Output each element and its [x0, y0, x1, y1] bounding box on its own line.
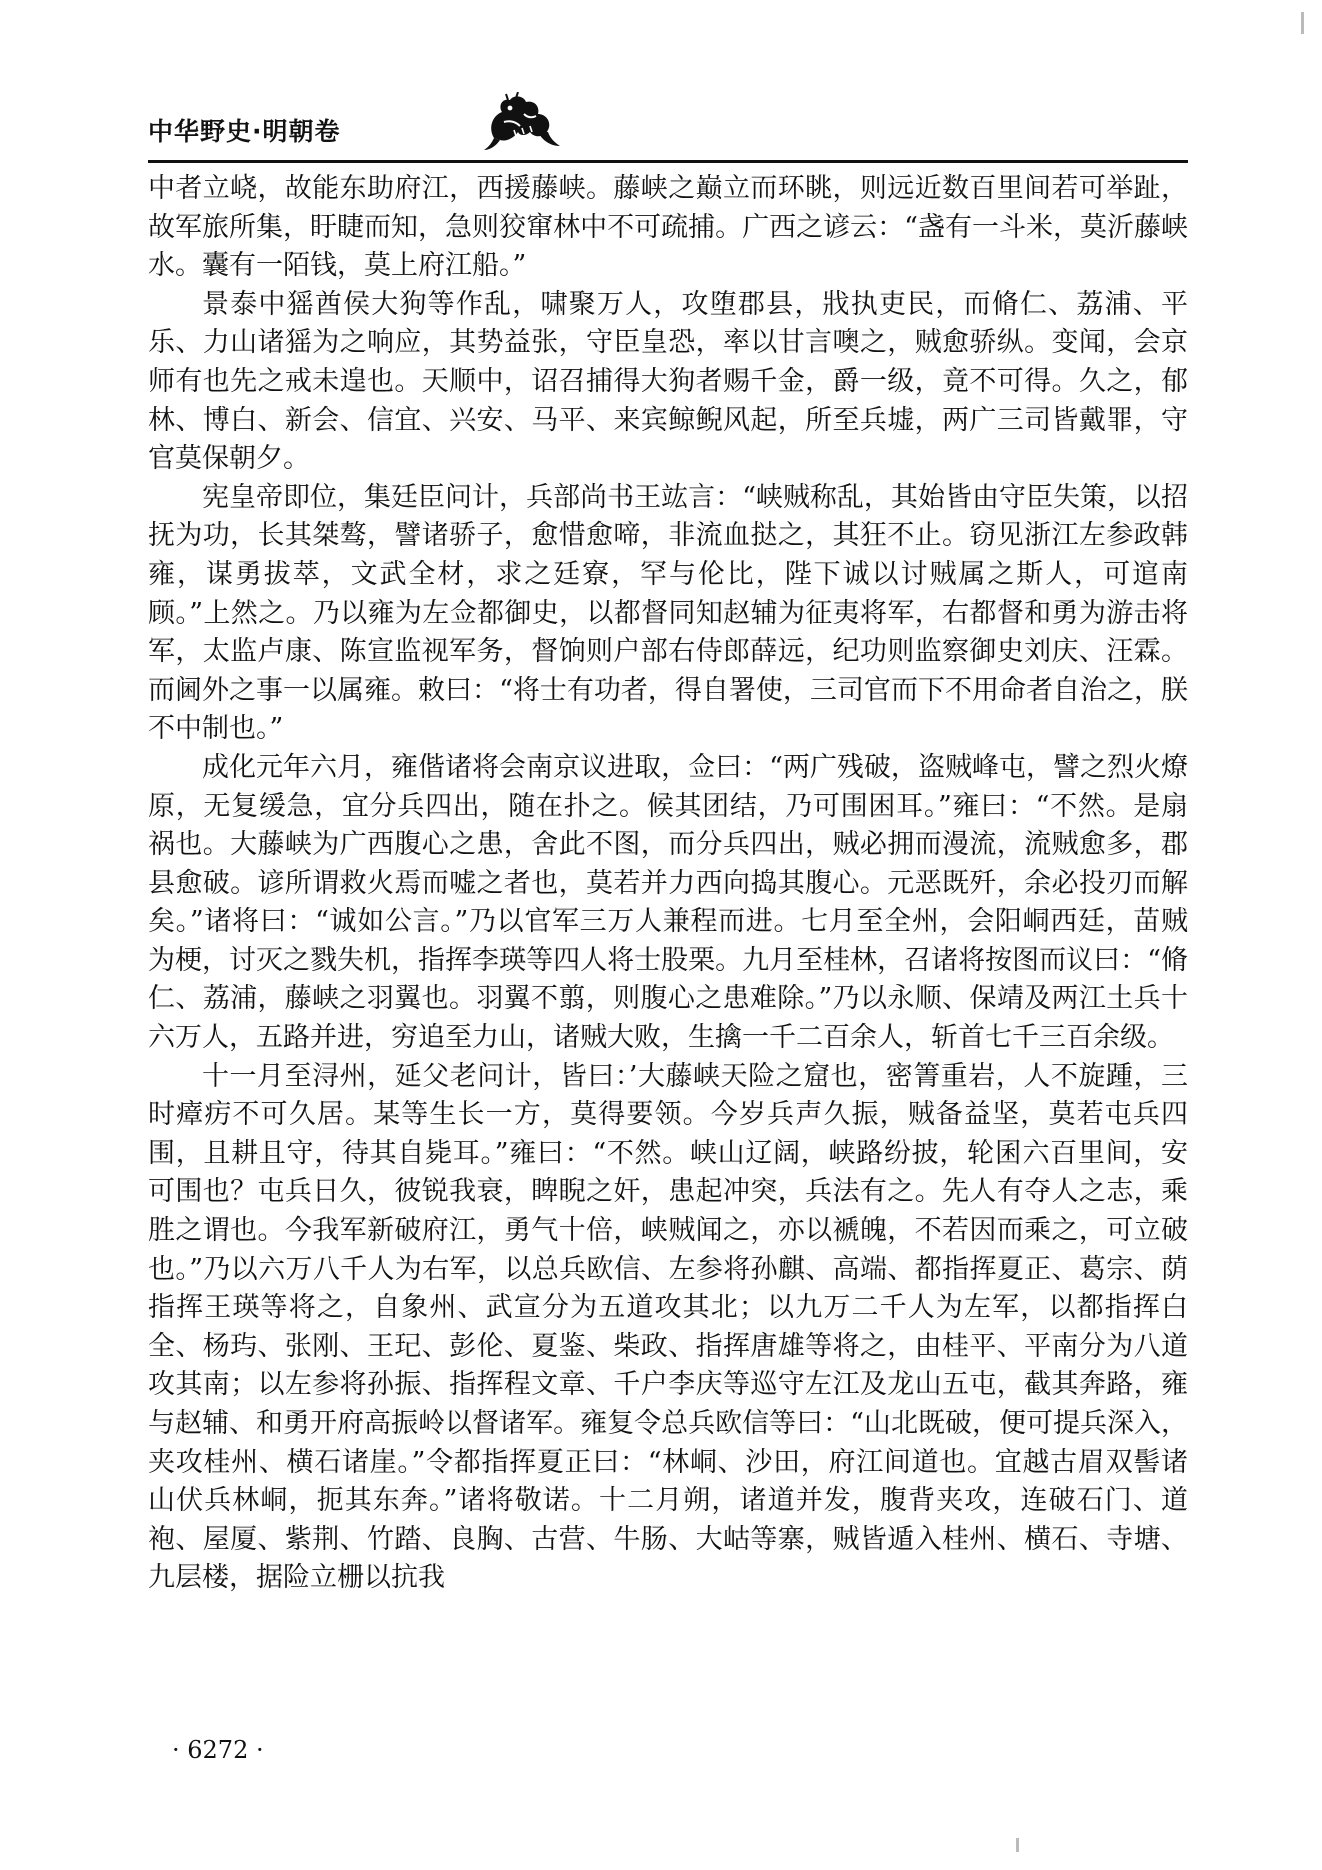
paragraph-1: 中者立峣，故能东助府江，西援藤峡。藤峡之巅立而环眺，则远近数百里间若可举趾，故军旅所集，盱睫而知，急则狡窜林中不可疏捕。广西之谚云：“盏有一斗米，莫沂藤峡水。囊有一陌钱，莫上府江船。”: [148, 173, 1188, 282]
paragraph-3: 宪皇帝即位，集廷臣问计，兵部尚书王竑言：“峡贼称乱，其始皆由守臣失策，以招抚为功，长其桀骜，譬诸骄子，愈惜愈啼，非流血挞之，其狂不止。窃见浙江左参政韩雍，谋勇拔萃，文武全材，求之廷寮，罕与伦比，陛下诚以讨贼属之斯人，可逭南顾。”上然之。乃以雍为左佥都御史，以都督同知赵辅为征夷将军，右都督和勇为游击将军，太监卢康、陈宣监视军务，督饷则户部右侍郎薛远，纪功则监察御史刘庆、汪霖。而阃外之事一以属雍。敕曰：“将士有功者，得自署使，三司官而下不用命者自治之，朕不中制也。”: [148, 481, 1188, 745]
dragon-icon: [480, 92, 564, 154]
page-number: · 6272 ·: [172, 1736, 264, 1764]
paragraph-2: 景泰中猺酋侯大狗等作乱，啸聚万人，攻堕郡县，戕执吏民，而脩仁、荔浦、平乐、力山诸猺为之响应，其势益张，守臣皇恐，率以甘言噢之，贼愈骄纵。变闻，会京师有也先之戒未遑也。天顺中，诏召捕得大狗者赐千金，爵一级，竟不可得。久之，郁林、博白、新会、信宜、兴安、马平、来宾鲸鲵风起，所至兵墟，两广三司皆戴罪，守官莫保朝夕。: [148, 288, 1188, 475]
paragraph-4: 成化元年六月，雍偕诸将会南京议进取，佥曰：“两广残破，盗贼峰屯，譬之烈火燎原，无复缓急，宜分兵四出，随在扑之。候其团结，乃可围困耳。”雍曰：“不然。是扇祸也。大藤峡为广西腹心之患，舍此不图，而分兵四出，贼必拥而漫流，流贼愈多，郡县愈破。谚所谓救火焉而嘘之者也，莫若并力西向捣其腹心。元恶既歼，余必投刃而解矣。”诸将曰：“诚如公言。”乃以官军三万人兼程而进。七月至全州，会阳峒西廷，苗贼为梗，讨灭之戮失机，指挥李瑛等四人将士股栗。九月至桂林，召诸将按图而议曰：“脩仁、荔浦，藤峡之羽翼也。羽翼不翦，则腹心之患难除。”乃以永顺、保靖及两江土兵十六万人，五路并进，穷追至力山，诸贼大败，生擒一千二百余人，斩首七千三百余级。: [148, 751, 1188, 1054]
book-title: 中华野史·明朝卷: [148, 117, 341, 146]
scan-edge-mark: [1301, 12, 1304, 34]
header-rule: [148, 160, 1188, 163]
scan-edge-mark-bottom: [1016, 1838, 1019, 1852]
running-header: [148, 112, 1188, 164]
body-text: [148, 170, 1188, 1598]
paragraph-5: 十一月至浔州，延父老问计，皆曰：’大藤峡天险之窟也，密箐重岩，人不旋踵，三时瘴疠不可久居。某等生长一方，莫得要领。今岁兵声久振，贼备益坚，莫若屯兵四围，且耕且守，待其自毙耳。”雍曰：“不然。峡山辽阔，峡路纷披，轮囷六百里间，安可围也？屯兵日久，彼锐我衰，睥睨之奸，患起冲突，兵法有之。先人有夺人之志，乘胜之谓也。今我军新破府江，勇气十倍，峡贼闻之，亦以褫魄，不若因而乘之，可立破也。”乃以六万八千人为右军，以总兵欧信、左参将孙麒、高端、都指挥夏正、葛宗、荫指挥王瑛等将之，自象州、武宣分为五道攻其北；以九万二千人为左军，以都指挥白全、杨玙、张刚、王玘、彭伦、夏鉴、柴政、指挥唐雄等将之，由桂平、平南分为八道攻其南；以左参将孙振、指挥程文章、千户李庆等巡守左江及龙山五屯，截其奔路，雍与赵辅、和勇开府高振岭以督诸军。雍复令总兵欧信等曰：“山北既破，便可提兵深入，夹攻桂州、横石诸崖。”令都指挥夏正曰：“林峒、沙田，府江间道也。宜越古眉双髻诸山伏兵林峒，扼其东奔。”诸将敬诺。十二月朔，诸道并发，腹背夹攻，连破石门、道袍、屋厦、紫荆、竹踏、良胸、古营、牛肠、大岵等寨，贼皆遁入桂州、横石、寺塘、九层楼，据险立栅以抗我: [148, 1060, 1188, 1594]
